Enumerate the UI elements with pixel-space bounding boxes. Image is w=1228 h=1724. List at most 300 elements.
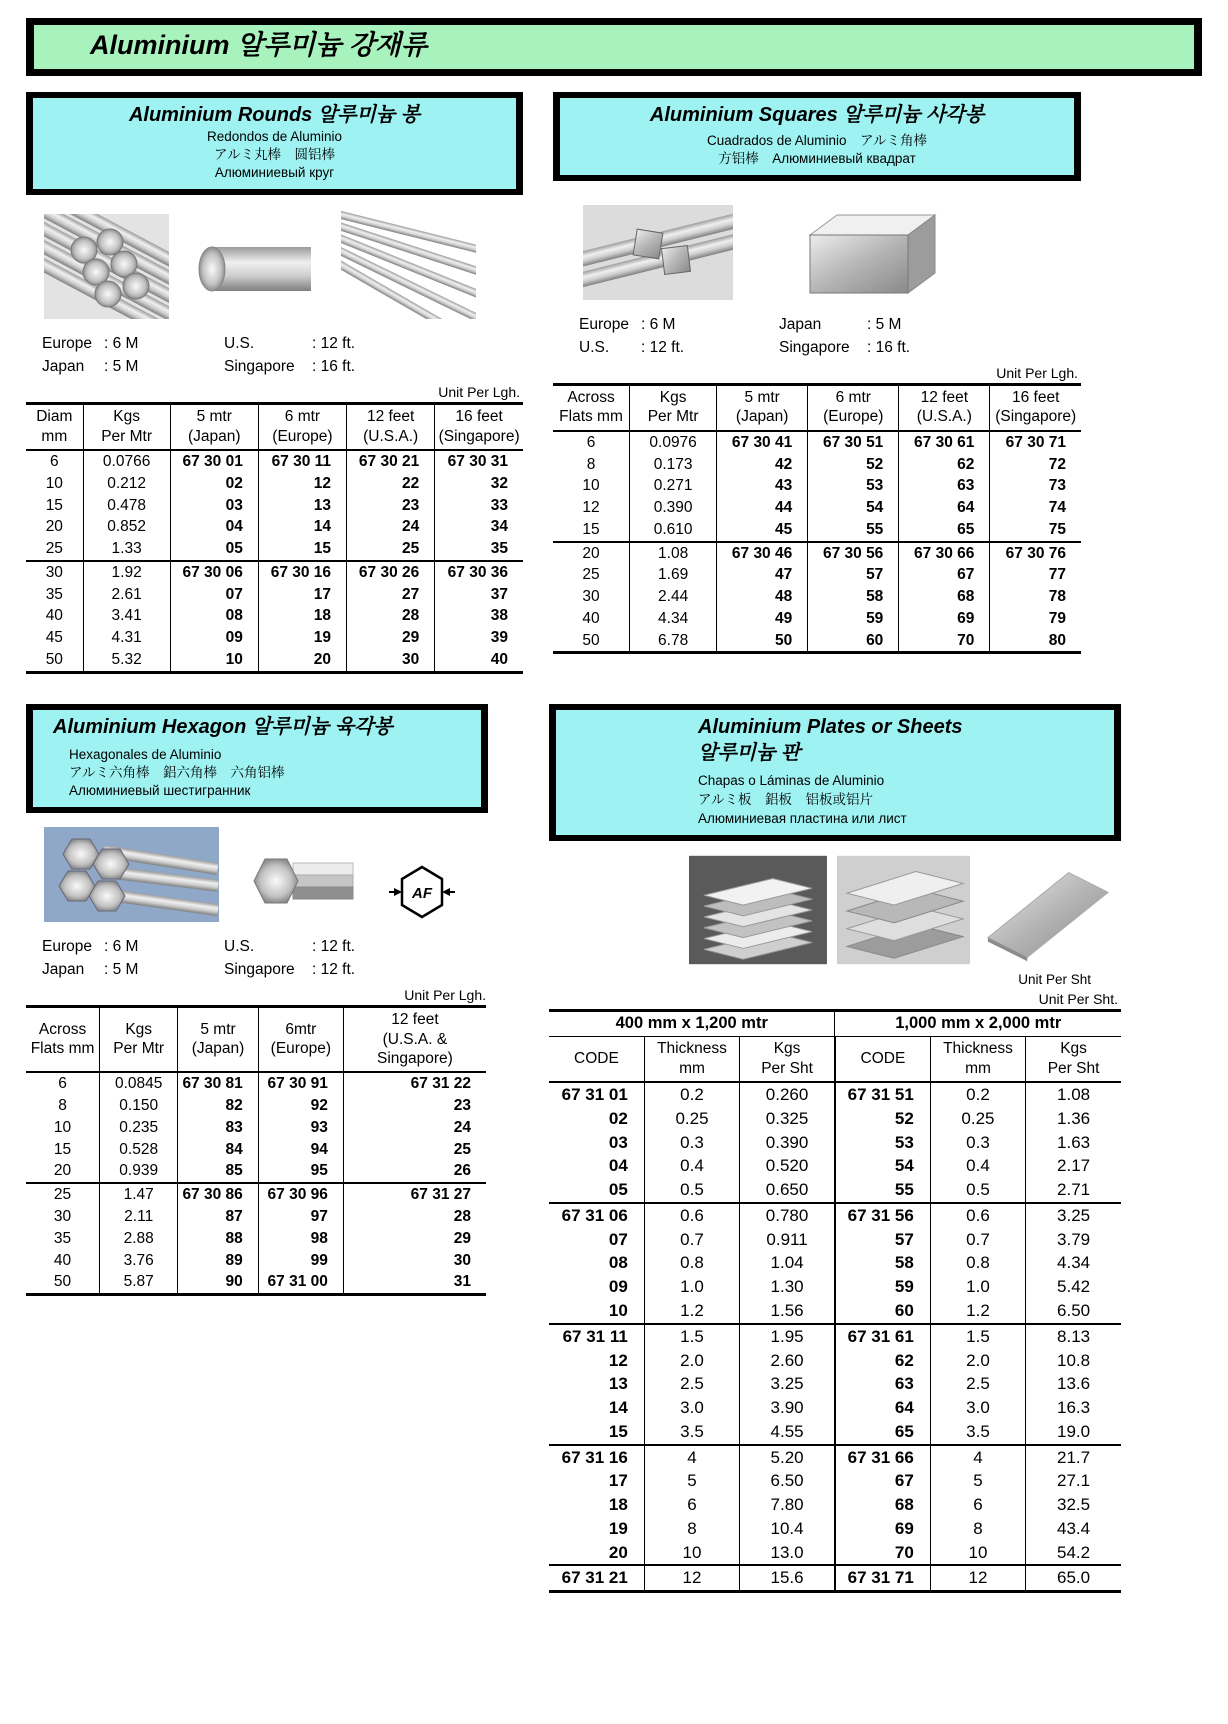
length-spec: U.S. : 12 ft. — [579, 338, 685, 356]
table-cell: 70 — [899, 630, 990, 653]
table-cell: 80 — [990, 630, 1081, 653]
table-row — [553, 564, 1081, 586]
table-cell: 4.55 — [740, 1420, 835, 1445]
table-cell: 10 — [45, 474, 63, 492]
table-cell: 35 — [435, 538, 523, 561]
table-cell: 1.92 — [83, 561, 170, 584]
table-cell: 29 — [343, 1228, 486, 1250]
table-cell: 8.13 — [1026, 1324, 1121, 1349]
table-cell: 0.6 — [930, 1203, 1025, 1228]
table-cell: 50 — [26, 1271, 100, 1294]
table-cell: 3.25 — [740, 1372, 835, 1396]
table-cell: 0.610 — [630, 519, 717, 542]
table-cell: 2.11 — [100, 1206, 178, 1228]
table-cell: 67 30 26 — [347, 561, 435, 584]
table-cell: 28 — [347, 605, 435, 627]
rounds-section — [26, 92, 523, 674]
table-cell: 1.30 — [740, 1275, 835, 1299]
rounds-section-header — [26, 92, 523, 196]
af-label: AF — [412, 885, 432, 903]
table-cell: 25 — [582, 566, 600, 584]
table-cell: 2.5 — [930, 1372, 1025, 1396]
table-row — [26, 649, 523, 672]
table-cell: 0.780 — [740, 1203, 835, 1228]
table-cell: 63 — [899, 475, 990, 497]
table-cell: 8 — [930, 1517, 1025, 1541]
table-cell: 10 — [930, 1541, 1025, 1566]
table-cell: 0.3 — [930, 1131, 1025, 1155]
column-header: 16 feet (Singapore) — [990, 385, 1081, 431]
table-row — [26, 584, 523, 606]
table-cell: 6 — [644, 1493, 739, 1517]
table-cell: 49 — [717, 608, 808, 630]
table-cell: 32 — [435, 473, 523, 495]
table-cell: 12 — [582, 499, 600, 517]
table-cell: 67 30 16 — [258, 561, 346, 584]
table-cell: 67 31 06 — [549, 1203, 644, 1228]
table-cell: 67 — [835, 1469, 930, 1493]
table-cell: 57 — [835, 1228, 930, 1252]
rounds-photo-bundle — [44, 214, 169, 319]
table-row — [549, 1324, 1121, 1349]
table-cell: 44 — [717, 497, 808, 519]
table-cell: 65.0 — [1026, 1565, 1121, 1591]
table-cell: 10 — [170, 649, 258, 672]
table-cell: 6 — [930, 1493, 1025, 1517]
table-cell: 20 — [53, 1162, 72, 1180]
table-cell: 08 — [608, 1253, 628, 1273]
plates-subtitle-ru: Алюминиевая пластина или лист — [698, 811, 907, 827]
table-cell: 26 — [343, 1160, 486, 1183]
table-cell: 75 — [990, 519, 1081, 542]
table-cell: 10.4 — [740, 1517, 835, 1541]
table-cell: 94 — [258, 1139, 343, 1161]
table-row — [549, 1420, 1121, 1445]
table-cell: 50 — [717, 630, 808, 653]
table-cell: 64 — [899, 497, 990, 519]
table-cell: 67 30 71 — [990, 431, 1081, 454]
table-cell: 27.1 — [1026, 1469, 1121, 1493]
table-row — [26, 450, 523, 473]
squares-subtitle-zh-ru: 方铝棒 Алюминиевый квадрат — [718, 150, 916, 166]
table-cell: 0.6 — [644, 1203, 739, 1228]
table-cell: 09 — [170, 627, 258, 649]
table-cell: 67 30 46 — [717, 542, 808, 565]
table-cell: 07 — [608, 1229, 628, 1249]
length-spec: U.S. : 12 ft. — [224, 335, 356, 353]
table-row — [549, 1493, 1121, 1517]
table-cell: 5.87 — [100, 1271, 178, 1294]
table-row — [26, 473, 523, 495]
table-cell: 15.6 — [740, 1565, 835, 1591]
table-cell: 67 31 16 — [549, 1445, 644, 1470]
table-cell: 0.528 — [100, 1139, 178, 1161]
table-cell: 3.25 — [1026, 1203, 1121, 1228]
rounds-photo-rods — [341, 209, 476, 319]
table-cell: 99 — [258, 1250, 343, 1272]
table-cell: 67 31 01 — [561, 1085, 628, 1105]
table-row — [553, 475, 1081, 497]
af-dimension-icon — [389, 862, 455, 922]
table-cell: 37 — [435, 584, 523, 606]
table-cell: 15 — [582, 520, 600, 538]
table-cell: 0.0976 — [630, 431, 717, 454]
table-cell: 65 — [835, 1420, 930, 1445]
table-cell: 17 — [608, 1471, 628, 1491]
table-cell: 97 — [258, 1206, 343, 1228]
table-cell: 30 — [53, 1208, 72, 1225]
table-cell: 83 — [178, 1117, 259, 1139]
table-row — [26, 538, 523, 561]
table-cell: 50 — [553, 630, 630, 653]
table-cell: 19 — [608, 1518, 628, 1538]
table-cell: 10 — [53, 1118, 72, 1136]
table-cell: 67 30 91 — [258, 1072, 343, 1095]
length-spec: Europe : 6 M — [42, 938, 139, 956]
plates-section — [549, 704, 1121, 1593]
table-cell: 0.3 — [644, 1131, 739, 1155]
table-cell: 05 — [170, 538, 258, 561]
table-cell: 33 — [435, 495, 523, 517]
table-cell: 95 — [258, 1160, 343, 1183]
table-cell: 0.271 — [630, 475, 717, 497]
table-cell: 45 — [717, 519, 808, 542]
length-spec: Singapore : 16 ft. — [224, 357, 356, 375]
column-header: Kgs Per Mtr — [100, 1007, 178, 1073]
table-cell: 29 — [347, 627, 435, 649]
table-cell: 67 30 86 — [178, 1183, 259, 1206]
table-cell: 1.56 — [740, 1299, 835, 1324]
squares-section-header — [553, 92, 1081, 181]
column-header: Thickness mm — [644, 1037, 739, 1082]
table-cell: 67 30 96 — [258, 1183, 343, 1206]
table-cell: 3.79 — [1026, 1228, 1121, 1252]
hexagon-lengths-right — [224, 936, 355, 981]
table-cell: 2.44 — [630, 586, 717, 608]
plates-photo-caption: Unit Per Sht — [1018, 972, 1091, 988]
table-row — [26, 1139, 486, 1161]
squares-photos — [583, 195, 1073, 300]
column-header: Kgs Per Sht — [740, 1037, 835, 1082]
table-cell: 34 — [435, 516, 523, 538]
squares-lengths — [579, 314, 1075, 359]
squares-lengths-right — [779, 314, 910, 359]
table-cell: 0.8 — [644, 1251, 739, 1275]
table-row — [26, 1095, 486, 1117]
table-cell: 88 — [178, 1228, 259, 1250]
table-cell: 7.80 — [740, 1493, 835, 1517]
table-cell: 67 30 81 — [178, 1072, 259, 1095]
table-cell: 12 — [644, 1565, 739, 1591]
plates-photo-stack-2 — [837, 855, 970, 965]
table-cell: 04 — [608, 1156, 628, 1176]
table-cell: 15 — [53, 1140, 72, 1158]
table-cell: 67 30 06 — [170, 561, 258, 584]
table-cell: 6.50 — [740, 1469, 835, 1493]
table-row — [26, 561, 523, 584]
table-cell: 2.0 — [930, 1349, 1025, 1373]
table-cell: 0.852 — [83, 516, 170, 538]
length-spec: Singapore : 16 ft. — [779, 338, 911, 356]
table-cell: 30 — [347, 649, 435, 672]
table-cell: 0.235 — [100, 1117, 178, 1139]
table-cell: 67 31 71 — [835, 1565, 930, 1591]
column-header: 6mtr (Europe) — [258, 1007, 343, 1073]
table-cell: 1.36 — [1026, 1107, 1121, 1131]
table-cell: 64 — [835, 1396, 930, 1420]
table-cell: 17 — [258, 584, 346, 606]
table-cell: 25 — [45, 540, 63, 558]
squares-unit-label: Unit Per Lgh. — [996, 365, 1078, 382]
table-cell: 67 — [899, 564, 990, 586]
table-cell: 82 — [178, 1095, 259, 1117]
hexagon-lengths — [42, 936, 517, 981]
table-cell: 18 — [258, 605, 346, 627]
column-header: Diam mm — [26, 404, 83, 450]
table-row — [549, 1372, 1121, 1396]
table-cell: 67 31 22 — [343, 1072, 486, 1095]
table-cell: 21.7 — [1026, 1445, 1121, 1470]
hexagon-unit-label: Unit Per Lgh. — [404, 987, 486, 1004]
table-cell: 1.47 — [100, 1183, 178, 1206]
table-cell: 0.650 — [740, 1178, 835, 1203]
table-cell: 8 — [644, 1517, 739, 1541]
table-row — [26, 495, 523, 517]
table-cell: 42 — [717, 454, 808, 476]
column-header: 5 mtr (Japan) — [178, 1007, 259, 1073]
table-cell: 6.50 — [1026, 1299, 1121, 1324]
table-cell: 54.2 — [1026, 1541, 1121, 1566]
table-cell: 6 — [50, 453, 59, 471]
table-row — [553, 497, 1081, 519]
hexagon-section-header — [26, 704, 488, 814]
table-cell: 67 30 51 — [808, 431, 899, 454]
table-cell: 67 30 36 — [435, 561, 523, 584]
table-cell: 67 31 56 — [835, 1203, 930, 1228]
table-cell: 13 — [608, 1374, 628, 1394]
table-cell: 0.173 — [630, 454, 717, 476]
table-cell: 50 — [26, 649, 83, 672]
hexagon-subtitle-ru: Алюминиевый шестигранник — [69, 783, 251, 799]
table-cell: 1.08 — [630, 542, 717, 565]
table-cell: 20 — [45, 518, 63, 536]
table-cell: 67 31 61 — [835, 1324, 930, 1349]
table-cell: 25 — [347, 538, 435, 561]
page-title: Aluminium 알루미늄 강재류 — [33, 24, 1195, 70]
table-cell: 3.0 — [930, 1396, 1025, 1420]
table-row — [553, 519, 1081, 542]
table-cell: 32.5 — [1026, 1493, 1121, 1517]
rounds-title: Aluminium Rounds 알루미늄 봉 — [128, 103, 421, 126]
table-cell: 20 — [608, 1542, 628, 1562]
table-cell: 35 — [53, 1229, 72, 1247]
table-cell: 67 31 21 — [549, 1565, 644, 1591]
table-cell: 1.2 — [644, 1299, 739, 1324]
table-cell: 92 — [258, 1095, 343, 1117]
table-row — [549, 1396, 1121, 1420]
column-header: 12 feet (U.S.A.) — [347, 404, 435, 450]
table-cell: 2.88 — [100, 1228, 178, 1250]
table-cell: 03 — [170, 495, 258, 517]
table-cell: 31 — [343, 1271, 486, 1294]
hexagon-photo-bundle — [44, 827, 219, 922]
length-spec: Europe : 6 M — [42, 335, 139, 353]
table-cell: 5.42 — [1026, 1275, 1121, 1299]
table-cell: 1.04 — [740, 1251, 835, 1275]
column-header: CODE — [835, 1037, 930, 1082]
table-cell: 22 — [347, 473, 435, 495]
table-cell: 0.212 — [83, 473, 170, 495]
table-row — [553, 586, 1081, 608]
table-row — [553, 608, 1081, 630]
table-cell: 52 — [835, 1107, 930, 1131]
table-cell: 23 — [347, 495, 435, 517]
table-cell: 20 — [553, 542, 630, 565]
rounds-subtitle-es: Redondos de Aluminio — [206, 128, 343, 144]
table-cell: 62 — [835, 1349, 930, 1373]
rounds-lengths-left — [42, 333, 224, 378]
table-cell: 5.20 — [740, 1445, 835, 1470]
table-cell: 27 — [347, 584, 435, 606]
table-cell: 1.0 — [644, 1275, 739, 1299]
table-cell: 6.78 — [630, 630, 717, 653]
table-cell: 38 — [435, 605, 523, 627]
table-cell: 4.34 — [1026, 1251, 1121, 1275]
table-cell: 48 — [717, 586, 808, 608]
table-cell: 58 — [835, 1251, 930, 1275]
table-row — [549, 1082, 1121, 1107]
table-row — [549, 1517, 1121, 1541]
table-cell: 4 — [930, 1445, 1025, 1470]
table-cell: 67 30 11 — [258, 450, 346, 473]
length-spec: Japan : 5 M — [42, 960, 139, 978]
table-cell: 13.6 — [1026, 1372, 1121, 1396]
table-cell: 67 31 66 — [835, 1445, 930, 1470]
table-cell: 65 — [899, 519, 990, 542]
table-cell: 70 — [835, 1541, 930, 1566]
table-row — [549, 1131, 1121, 1155]
hexagon-photo-bar — [249, 837, 359, 922]
table-cell: 8 — [58, 1097, 67, 1115]
rounds-subtitle-ru: Алюминиевый круг — [214, 165, 335, 181]
table-cell: 0.478 — [83, 495, 170, 517]
table-cell: 07 — [170, 584, 258, 606]
rounds-lengths — [42, 333, 517, 378]
squares-photo-bars — [583, 205, 733, 300]
table-cell: 1.95 — [740, 1324, 835, 1349]
table-cell: 53 — [835, 1131, 930, 1155]
table-cell: 67 30 41 — [717, 431, 808, 454]
table-row — [26, 1206, 486, 1228]
column-header: 16 feet (Singapore) — [435, 404, 523, 450]
table-row — [26, 1228, 486, 1250]
table-cell: 0.4 — [644, 1154, 739, 1178]
table-cell: 23 — [343, 1095, 486, 1117]
table-cell: 57 — [808, 564, 899, 586]
table-cell: 25 — [343, 1139, 486, 1161]
rounds-table — [26, 402, 523, 673]
table-row — [26, 1250, 486, 1272]
table-cell: 69 — [835, 1517, 930, 1541]
table-cell: 3.5 — [930, 1420, 1025, 1445]
column-header: Thickness mm — [930, 1037, 1025, 1082]
table-row — [553, 431, 1081, 454]
table-cell: 24 — [347, 516, 435, 538]
squares-lengths-left — [579, 314, 779, 359]
hexagon-subtitle-jp: アルミ六角棒 鋁六角棒 六角铝棒 — [69, 764, 285, 780]
table-row — [549, 1565, 1121, 1591]
table-row — [26, 1117, 486, 1139]
table-cell: 0.7 — [930, 1228, 1025, 1252]
table-cell: 67 30 76 — [990, 542, 1081, 565]
table-cell: 67 31 27 — [343, 1183, 486, 1206]
table-row — [549, 1154, 1121, 1178]
hexagon-photos — [44, 827, 515, 922]
table-cell: 67 30 56 — [808, 542, 899, 565]
table-cell: 12 — [608, 1350, 628, 1370]
table-cell: 12 — [258, 473, 346, 495]
table-cell: 02 — [608, 1108, 628, 1128]
hexagon-section — [26, 704, 523, 1593]
table-cell: 3.0 — [644, 1396, 739, 1420]
table-cell: 60 — [808, 630, 899, 653]
table-cell: 18 — [608, 1495, 628, 1515]
table-cell: 0.7 — [644, 1228, 739, 1252]
table-cell: 67 30 31 — [435, 450, 523, 473]
table-cell: 58 — [808, 586, 899, 608]
table-cell: 1.33 — [83, 538, 170, 561]
table-row — [553, 630, 1081, 653]
table-cell: 45 — [45, 629, 63, 647]
table-row — [549, 1203, 1121, 1228]
table-cell: 77 — [990, 564, 1081, 586]
plates-table — [549, 1009, 1121, 1593]
column-header: Across Flats mm — [553, 385, 630, 431]
hexagon-lengths-left — [42, 936, 224, 981]
table-row — [549, 1445, 1121, 1470]
table-cell: 16.3 — [1026, 1396, 1121, 1420]
plates-subtitle-es: Chapas o Láminas de Aluminio — [698, 772, 885, 788]
table-row — [549, 1275, 1121, 1299]
table-cell: 25 — [26, 1183, 100, 1206]
table-row — [553, 454, 1081, 476]
table-cell: 1.2 — [930, 1299, 1025, 1324]
table-cell: 60 — [835, 1299, 930, 1324]
table-cell: 3.41 — [83, 605, 170, 627]
table-cell: 30 — [26, 561, 83, 584]
table-cell: 2.60 — [740, 1349, 835, 1373]
table-row — [26, 516, 523, 538]
table-cell: 10 — [644, 1541, 739, 1566]
length-spec: U.S. : 12 ft. — [224, 938, 356, 956]
table-cell: 28 — [343, 1206, 486, 1228]
table-row — [549, 1299, 1121, 1324]
table-cell: 43.4 — [1026, 1517, 1121, 1541]
size-header: 400 mm x 1,200 mtr — [549, 1011, 835, 1037]
table-cell: 15 — [45, 496, 63, 514]
table-cell: 20 — [258, 649, 346, 672]
table-cell: 6 — [586, 433, 596, 451]
table-cell: 67 31 00 — [258, 1271, 343, 1294]
table-cell: 89 — [178, 1250, 259, 1272]
table-cell: 0.2 — [644, 1082, 739, 1107]
table-cell: 67 30 61 — [899, 431, 990, 454]
column-header: 5 mtr (Japan) — [717, 385, 808, 431]
table-cell: 05 — [608, 1180, 628, 1200]
plates-photos — [689, 855, 1113, 965]
table-cell: 0.5 — [644, 1178, 739, 1203]
length-spec: Europe : 6 M — [579, 316, 676, 334]
